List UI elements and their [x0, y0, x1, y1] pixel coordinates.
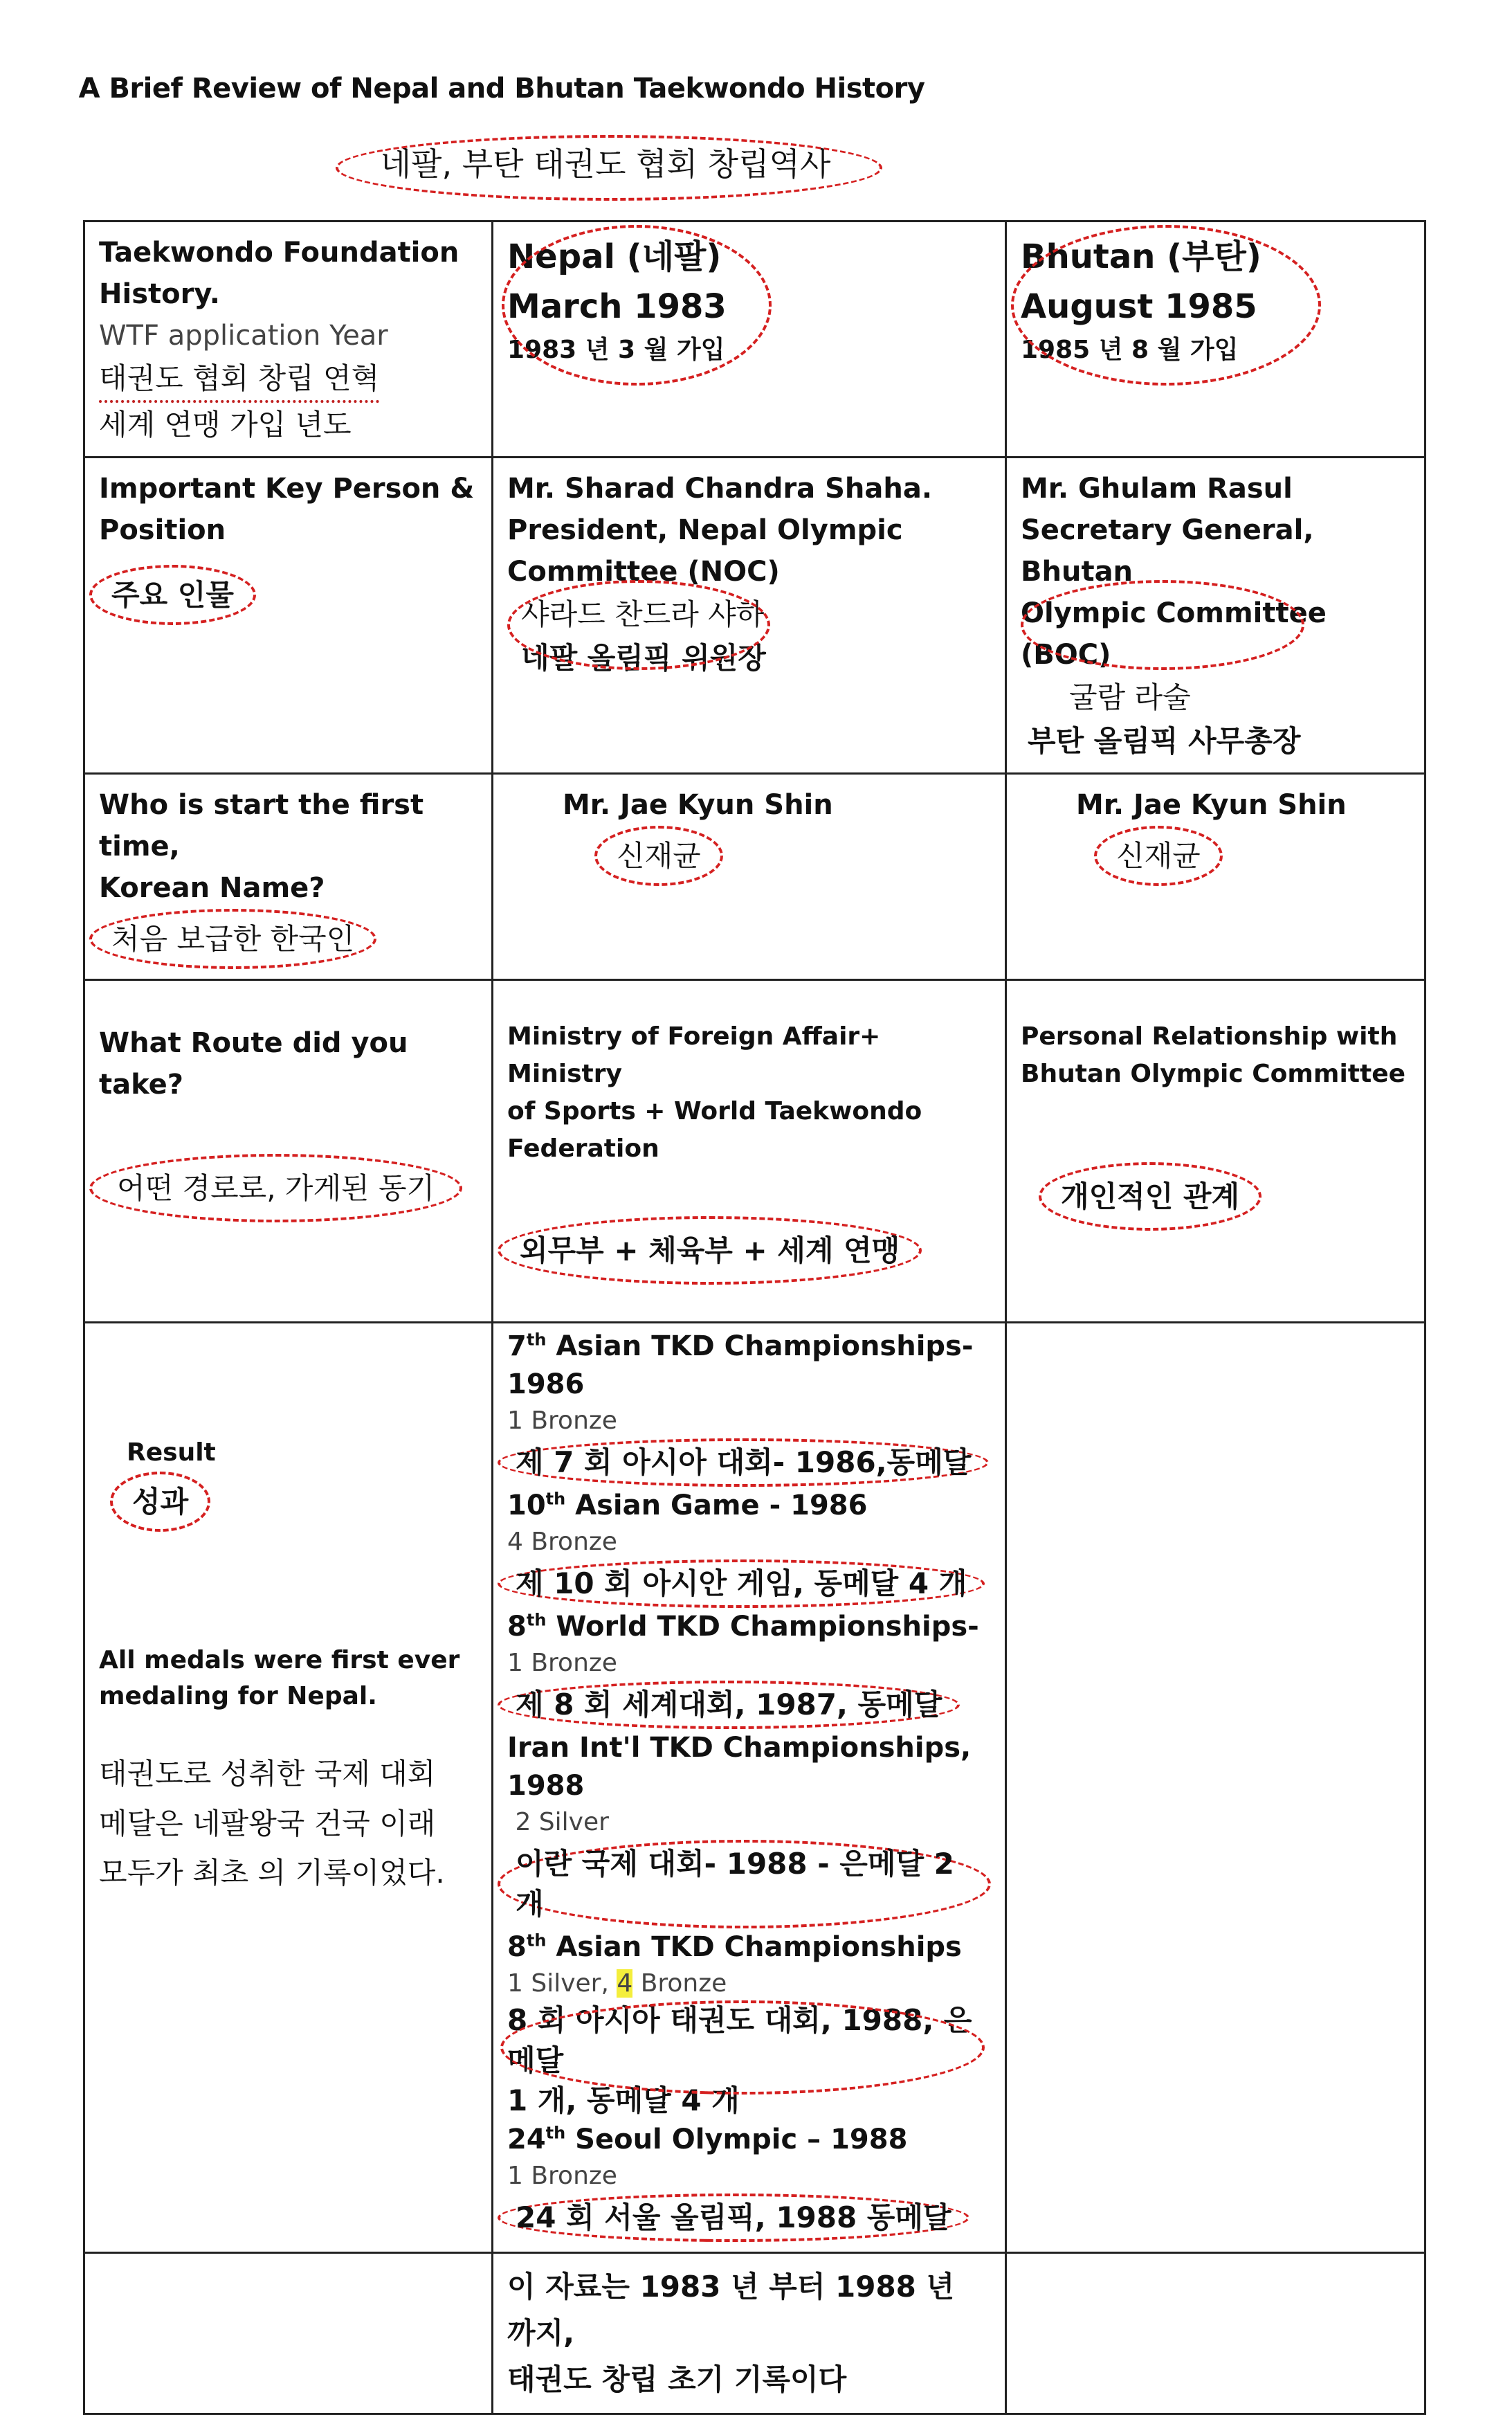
cell-route-label: [84, 980, 493, 1323]
event-medal: 1 Silver, 4 Bronze: [507, 1969, 727, 1998]
first-korean-label-1: Who is start the first time,: [99, 789, 424, 862]
nepal-route-2: of Sports + World Taekwondo: [507, 1097, 922, 1125]
bhutan-person-position-kr: 부탄 올림픽 사무총장: [1028, 724, 1301, 758]
footer-line-2: 태권도 창립 초기 기록이다: [507, 2362, 847, 2397]
event-title: 24th Seoul Olympic – 1988: [507, 2123, 908, 2156]
event-kr: 제 10 회 아시안 게임, 동메달 4 개: [498, 1559, 985, 1608]
nepal-person-position-2: Committee (NOC): [507, 556, 780, 588]
event-title: 10th Asian Game - 1986: [507, 1489, 868, 1521]
nepal-route-kr: 외무부 + 체육부 + 세계 연맹: [498, 1216, 922, 1285]
row-key-person: [84, 458, 1426, 774]
route-label-kr: 어떤 경로로, 가게된 동기: [89, 1154, 462, 1222]
event-medal: 1 Bronze: [507, 1407, 617, 1436]
foundation-label-kr-2: 세계 연맹 가입 년도: [99, 408, 352, 442]
result-note-2: medaling for Nepal.: [99, 1682, 377, 1711]
event-kr: 이란 국제 대회- 1988 - 은메달 2 개: [498, 1840, 991, 1928]
cell-route-nepal: [493, 980, 1006, 1323]
footer-line-1: 이 자료는 1983 년 부터 1988 년 까지,: [507, 2270, 955, 2351]
first-korean-label-2: Korean Name?: [99, 872, 325, 904]
cell-result-bhutan: [1006, 1323, 1426, 2253]
event-title: 8th Asian TKD Championships: [507, 1930, 962, 1963]
bhutan-route-kr: 개인적인 관계: [1039, 1162, 1261, 1231]
bhutan-route-1: Personal Relationship with: [1021, 1022, 1398, 1051]
bhutan-person-name-kr: 굴람 라술: [1069, 680, 1191, 714]
foundation-label-1: Taekwondo Foundation: [99, 237, 459, 269]
first-korean-label-kr: 처음 보급한 한국인: [89, 909, 376, 969]
cell-footer-bhutan: [1006, 2253, 1426, 2414]
foundation-label-2: History.: [99, 278, 220, 310]
nepal-title: Nepal (네팔): [507, 237, 722, 276]
nepal-person-position-kr: 네팔 올림픽 위원장: [521, 641, 766, 675]
cell-result-label: [84, 1323, 493, 2253]
result-note-kr-1: 태권도로 성취한 국제 대회: [99, 1757, 436, 1791]
event-medal: 4 Bronze: [507, 1528, 617, 1557]
bhutan-title: Bhutan (부탄): [1021, 237, 1261, 276]
cell-key-person-nepal: [493, 458, 1006, 774]
bhutan-person-position-2: Olympic Committee (BOC): [1021, 597, 1327, 671]
result-note-1: All medals were first ever: [99, 1646, 460, 1674]
bhutan-join-date: August 1985: [1021, 287, 1257, 326]
cell-foundation-nepal: [493, 221, 1006, 458]
bhutan-join-date-kr: 1985 년 8 월 가입: [1021, 336, 1239, 364]
cell-route-bhutan: [1006, 980, 1426, 1323]
event-kr-multiline: [507, 2000, 991, 2121]
event-title: 8th World TKD Championships-: [507, 1610, 979, 1643]
foundation-label-3: WTF application Year: [99, 320, 388, 352]
cell-foundation-bhutan: [1006, 221, 1426, 458]
nepal-first-korean-name: Mr. Jae Kyun Shin: [563, 789, 833, 821]
bhutan-first-korean-name: Mr. Jae Kyun Shin: [1076, 789, 1347, 821]
bhutan-route-2: Bhutan Olympic Committee: [1021, 1060, 1406, 1088]
korean-subtitle: 네팔, 부탄 태권도 협회 창립역사: [380, 145, 831, 183]
key-person-label-2: Position: [99, 514, 226, 546]
event-kr: 8 회 아시아 태권도 대회, 1988, 은메달: [507, 2003, 972, 2078]
row-result: [84, 1323, 1426, 2253]
cell-key-person-label: [84, 458, 493, 774]
nepal-join-date-kr: 1983 년 3 월 가입: [507, 336, 725, 364]
event-kr: 1 개, 동메달 4 개: [507, 2083, 740, 2118]
route-label: What Route did you take?: [99, 1027, 408, 1101]
result-note-kr-2: 메달은 네팔왕국 건국 이래: [99, 1806, 436, 1840]
cell-first-korean-bhutan: [1006, 774, 1426, 980]
row-first-korean: [84, 774, 1426, 980]
key-person-label-kr: 주요 인물: [89, 565, 256, 625]
foundation-label-kr-1: 태권도 협회 창립 연혁: [99, 356, 379, 403]
bhutan-person-name: Mr. Ghulam Rasul: [1021, 473, 1293, 505]
nepal-person-name: Mr. Sharad Chandra Shaha.: [507, 473, 933, 505]
event-title: 7th Asian TKD Championships-1986: [507, 1330, 974, 1401]
result-label: Result: [127, 1438, 216, 1467]
result-note-kr-3: 모두가 최초 의 기록이었다.: [99, 1856, 445, 1890]
nepal-route-3: Federation: [507, 1134, 659, 1163]
bhutan-person-position-1: Secretary General, Bhutan: [1021, 514, 1314, 588]
event-kr: 제 7 회 아시아 대회- 1986,동메달: [498, 1438, 989, 1487]
nepal-join-date: March 1983: [507, 287, 727, 326]
nepal-person-position-1: President, Nepal Olympic: [507, 514, 903, 546]
cell-footer-note: [493, 2253, 1006, 2414]
row-foundation: [84, 221, 1426, 458]
row-route: [84, 980, 1426, 1323]
cell-first-korean-label: [84, 774, 493, 980]
event-medal: 2 Silver: [507, 1808, 609, 1836]
nepal-person-name-kr: 샤라드 찬드라 샤하: [521, 597, 765, 631]
event-medal: 1 Bronze: [507, 2162, 617, 2191]
nepal-route-1: Ministry of Foreign Affair+ Ministry: [507, 1022, 881, 1088]
cell-footer-empty: [84, 2253, 493, 2414]
key-person-label-1: Important Key Person &: [99, 473, 475, 505]
result-label-kr: 성과: [110, 1472, 210, 1532]
cell-first-korean-nepal: [493, 774, 1006, 980]
cell-result-nepal: [493, 1323, 1006, 2253]
cell-key-person-bhutan: [1006, 458, 1426, 774]
event-kr: 24 회 서울 올림픽, 1988 동메달: [498, 2194, 969, 2242]
event-title: Iran Int'l TKD Championships, 1988: [507, 1731, 972, 1802]
history-table: [83, 220, 1426, 2415]
nepal-first-korean-name-kr: 신재균: [594, 826, 723, 886]
event-medal: 1 Bronze: [507, 1649, 617, 1677]
row-footer: [84, 2253, 1426, 2414]
document-title: A Brief Review of Nepal and Bhutan Taekwondo History: [78, 73, 925, 105]
cell-foundation-label: [84, 221, 493, 458]
event-kr: 제 8 회 세계대회, 1987, 동메달: [498, 1681, 960, 1729]
bhutan-first-korean-name-kr: 신재균: [1094, 826, 1223, 886]
